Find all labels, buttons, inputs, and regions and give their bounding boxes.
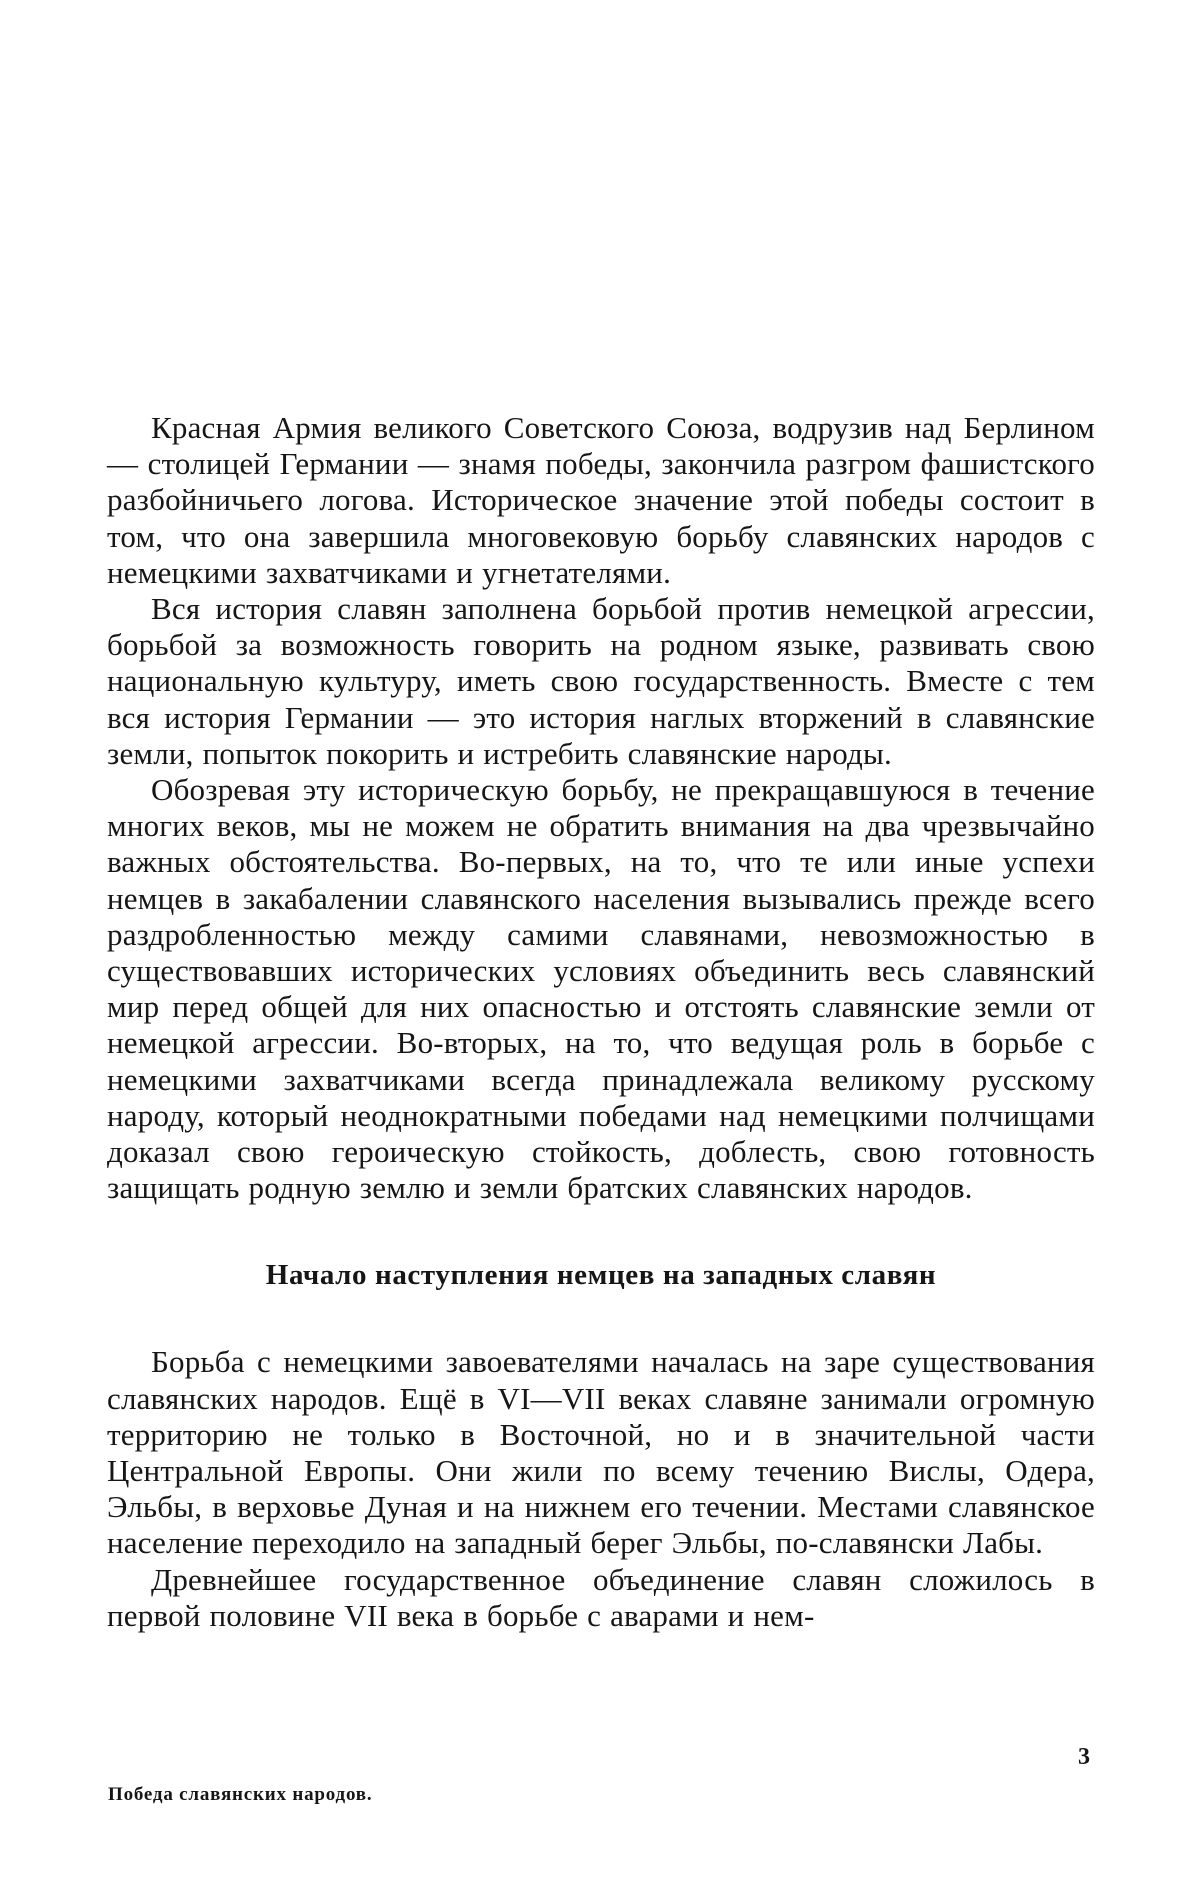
intro-paragraph-2: Вся история славян заполнена борьбой против немецкой агрессии, борьбой за возможность говорить на родном языке, развивать свою национальную культуру, иметь свою государ­ственность. Вместе с тем вся история Германии — это история наглых вторжений в славянские земли, попыток покорить и истребить славянские народы. [107,591,1095,772]
page-number: 3 [1078,1744,1090,1771]
intro-paragraph-1: Красная Армия великого Советского Союза, водрузив над Берлином — столицей Германии — знамя победы, закончила разгром фашистского разбойничьего логова. Историческое зна­чение этой победы состоит в том, что она завершила многове­ковую борьбу славянских народов с немецкими захватчиками и угнетателями. [107,410,1095,591]
intro-paragraph-3: Обозревая эту историческую борьбу, не прекращавшуюся в течение многих веков, мы не можем не обратить внимания на два чрезвычайно важных обстоятельства. Во-первых, на то, что те или иные успехи немцев в закабалении славянского на­селения вызывались прежде всего раздробленностью между самими славянами, невозможностью в существовавших исто­рических условиях объединить весь славянский мир перед об­щей для них опасностью и отстоять славянские земли от не­мецкой агрессии. Во-вторых, на то, что ведущая роль в борьбе с немецкими захватчиками всегда принадлежала великому русскому народу, который неоднократными победами над не­мецкими полчищами доказал свою героическую стойкость, доблесть, свою готовность защищать родную землю и земли братских славянских народов. [107,772,1095,1206]
section-paragraph-2: Древнейшее государственное объединение славян сложи­лось в первой половине VII века в борьбе с аварами и нем- [107,1562,1095,1634]
body-text [107,410,1095,1634]
book-page [0,0,1200,1897]
section-text [107,1344,1095,1634]
footer-signature: Победа славянских народов. [108,1784,372,1806]
section-paragraph-1: Борьба с немецкими завоевателями началась на заре суще­ствования славянских народов. Ещё в VI—VII веках славяне занимали огромную территорию не только в Восточной, но и в значительной части Центральной Европы. Они жили по всему течению Вислы, Одера, Эльбы, в верховье Дуная и на нижнем его течении. Местами славянское население переходило на за­падный берег Эльбы, по-славянски Лабы. [107,1344,1095,1561]
section-heading: Начало наступления немцев на западных славян [107,1257,1095,1293]
